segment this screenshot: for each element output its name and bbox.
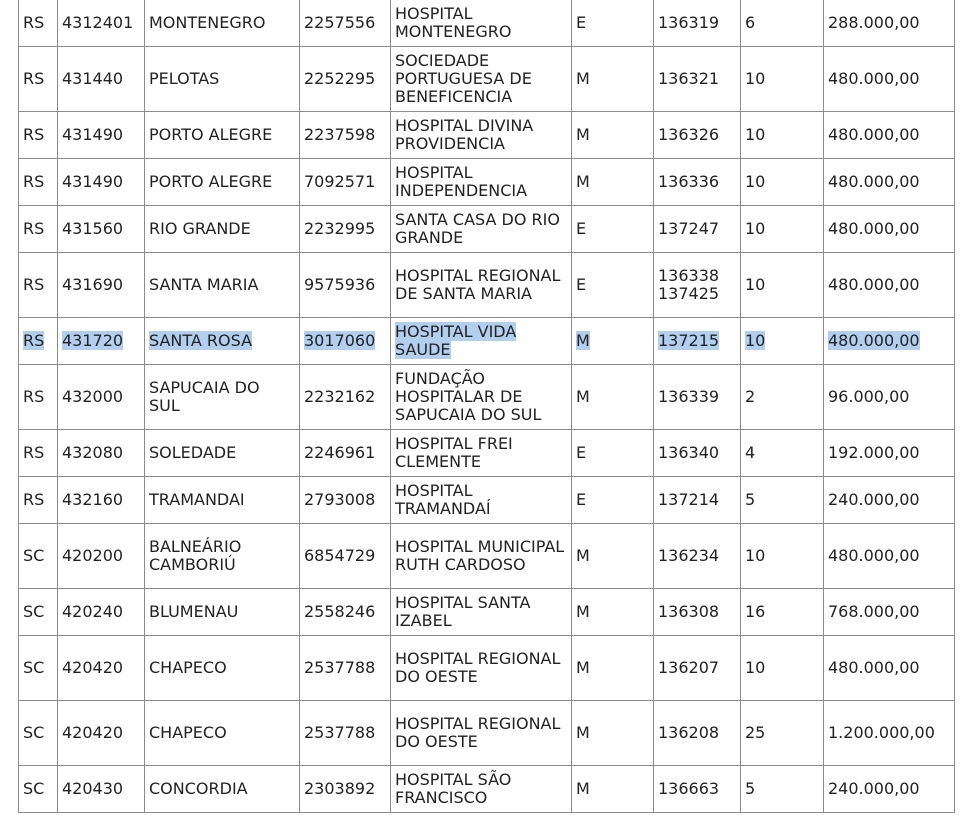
cnes-cell — [300, 112, 391, 159]
management-cell — [572, 701, 654, 766]
municipality-cell — [145, 766, 300, 813]
ibge-code-cell-text: 431690 — [62, 275, 124, 294]
table-row — [19, 636, 955, 701]
uf-cell-text: RS — [23, 219, 45, 238]
proposal-cell — [654, 159, 741, 206]
value-cell-text: 768.000,00 — [828, 602, 920, 621]
cnes-cell — [300, 589, 391, 636]
establishment-cell — [391, 766, 572, 813]
ibge-code-cell-text: 431490 — [62, 172, 124, 191]
value-cell — [824, 524, 955, 589]
table-row — [19, 253, 955, 318]
table-row — [19, 47, 955, 112]
municipality-cell-text: BLUMENAU — [149, 602, 239, 621]
cnes-cell-text: 2303892 — [304, 779, 376, 798]
cnes-cell — [300, 365, 391, 430]
value-cell-text: 480.000,00 — [828, 172, 920, 191]
value-cell-text: 240.000,00 — [828, 779, 920, 798]
municipality-cell — [145, 477, 300, 524]
beds-cell — [741, 701, 824, 766]
table-row — [19, 206, 955, 253]
ibge-code-cell-text: 420430 — [62, 779, 124, 798]
municipality-cell-text: TRAMANDAI — [149, 490, 245, 509]
proposal-cell-text: 137247 — [658, 219, 720, 238]
ibge-code-cell-text: 431560 — [62, 219, 124, 238]
management-cell — [572, 766, 654, 813]
uf-cell — [19, 253, 58, 318]
uf-cell-text: SC — [23, 658, 45, 677]
ibge-code-cell — [58, 159, 145, 206]
uf-cell-text: RS — [23, 331, 45, 350]
establishment-cell-text: FUNDAÇÃO HOSPITALAR DE SAPUCAIA DO SUL — [395, 369, 542, 424]
municipality-cell — [145, 430, 300, 477]
uf-cell — [19, 159, 58, 206]
cnes-cell — [300, 524, 391, 589]
uf-cell-text: RS — [23, 125, 45, 144]
uf-cell — [19, 636, 58, 701]
management-cell-text: M — [576, 125, 590, 144]
establishment-cell-text: HOSPITAL TRAMANDAÍ — [395, 481, 491, 518]
value-cell-text: 288.000,00 — [828, 13, 920, 32]
uf-cell — [19, 206, 58, 253]
ibge-code-cell — [58, 253, 145, 318]
cnes-cell-text: 9575936 — [304, 275, 376, 294]
proposal-cell — [654, 636, 741, 701]
establishment-cell-text: HOSPITAL INDEPENDENCIA — [395, 163, 528, 200]
establishment-cell — [391, 365, 572, 430]
proposal-cell — [654, 365, 741, 430]
management-cell-text: E — [576, 275, 587, 294]
municipality-cell-text: PORTO ALEGRE — [149, 125, 273, 144]
proposal-cell-text: 136339 — [658, 387, 720, 406]
ibge-code-cell-text: 420200 — [62, 546, 124, 565]
management-cell — [572, 47, 654, 112]
beds-cell — [741, 365, 824, 430]
hospital-beds-table — [18, 0, 955, 813]
cnes-cell-text: 2537788 — [304, 723, 376, 742]
value-cell — [824, 47, 955, 112]
beds-cell-text: 10 — [745, 546, 766, 565]
ibge-code-cell — [58, 206, 145, 253]
ibge-code-cell — [58, 524, 145, 589]
proposal-cell — [654, 524, 741, 589]
municipality-cell — [145, 524, 300, 589]
municipality-cell — [145, 365, 300, 430]
establishment-cell — [391, 253, 572, 318]
beds-cell — [741, 253, 824, 318]
establishment-cell-text: HOSPITAL REGIONAL DO OESTE — [395, 649, 561, 686]
proposal-cell — [654, 206, 741, 253]
management-cell — [572, 318, 654, 365]
municipality-cell-text: RIO GRANDE — [149, 219, 251, 238]
cnes-cell — [300, 206, 391, 253]
management-cell-text: E — [576, 443, 587, 462]
uf-cell — [19, 701, 58, 766]
ibge-code-cell — [58, 589, 145, 636]
beds-cell — [741, 0, 824, 47]
ibge-code-cell — [58, 47, 145, 112]
proposal-cell-text: 136338 137425 — [658, 266, 720, 303]
municipality-cell — [145, 701, 300, 766]
value-cell-text: 480.000,00 — [828, 331, 920, 350]
management-cell-text: M — [576, 331, 590, 350]
cnes-cell-text: 3017060 — [304, 331, 376, 350]
establishment-cell-text: HOSPITAL MUNICIPAL RUTH CARDOSO — [395, 537, 565, 574]
proposal-cell-text: 136319 — [658, 13, 720, 32]
cnes-cell-text: 2558246 — [304, 602, 376, 621]
cnes-cell — [300, 253, 391, 318]
uf-cell-text: RS — [23, 172, 45, 191]
beds-cell-text: 10 — [745, 219, 766, 238]
table-row — [19, 0, 955, 47]
establishment-cell-text: HOSPITAL VIDA SAUDE — [395, 322, 517, 359]
table-container — [18, 0, 955, 813]
management-cell-text: M — [576, 387, 590, 406]
table-body — [19, 0, 955, 813]
management-cell-text: M — [576, 69, 590, 88]
beds-cell-text: 4 — [745, 443, 756, 462]
establishment-cell — [391, 0, 572, 47]
value-cell — [824, 159, 955, 206]
municipality-cell-text: MONTENEGRO — [149, 13, 266, 32]
table-row — [19, 524, 955, 589]
municipality-cell-text: SAPUCAIA DO SUL — [149, 378, 260, 415]
establishment-cell — [391, 159, 572, 206]
cnes-cell-text: 2246961 — [304, 443, 376, 462]
cnes-cell — [300, 430, 391, 477]
ibge-code-cell — [58, 477, 145, 524]
municipality-cell — [145, 318, 300, 365]
management-cell — [572, 589, 654, 636]
establishment-cell — [391, 589, 572, 636]
municipality-cell — [145, 589, 300, 636]
value-cell — [824, 206, 955, 253]
municipality-cell-text: PELOTAS — [149, 69, 220, 88]
ibge-code-cell-text: 431720 — [62, 331, 124, 350]
value-cell-text: 480.000,00 — [828, 658, 920, 677]
value-cell — [824, 318, 955, 365]
table-row — [19, 318, 955, 365]
establishment-cell — [391, 47, 572, 112]
value-cell-text: 1.200.000,00 — [828, 723, 935, 742]
ibge-code-cell-text: 432160 — [62, 490, 124, 509]
municipality-cell-text: SANTA MARIA — [149, 275, 259, 294]
uf-cell-text: RS — [23, 490, 45, 509]
municipality-cell-text: CONCORDIA — [149, 779, 248, 798]
establishment-cell-text: SANTA CASA DO RIO GRANDE — [395, 210, 560, 247]
municipality-cell-text: SANTA ROSA — [149, 331, 253, 350]
proposal-cell — [654, 47, 741, 112]
beds-cell-text: 10 — [745, 275, 766, 294]
uf-cell-text: RS — [23, 387, 45, 406]
value-cell-text: 96.000,00 — [828, 387, 910, 406]
municipality-cell-text: CHAPECO — [149, 723, 227, 742]
proposal-cell-text: 136326 — [658, 125, 720, 144]
municipality-cell — [145, 159, 300, 206]
beds-cell-text: 25 — [745, 723, 766, 742]
uf-cell — [19, 365, 58, 430]
municipality-cell — [145, 206, 300, 253]
proposal-cell-text: 136663 — [658, 779, 720, 798]
beds-cell — [741, 159, 824, 206]
ibge-code-cell — [58, 365, 145, 430]
municipality-cell — [145, 253, 300, 318]
management-cell — [572, 477, 654, 524]
cnes-cell — [300, 0, 391, 47]
cnes-cell — [300, 636, 391, 701]
value-cell-text: 480.000,00 — [828, 275, 920, 294]
municipality-cell — [145, 112, 300, 159]
ibge-code-cell-text: 432000 — [62, 387, 124, 406]
value-cell-text: 480.000,00 — [828, 125, 920, 144]
ibge-code-cell-text: 4312401 — [62, 13, 134, 32]
cnes-cell-text: 2257556 — [304, 13, 376, 32]
beds-cell-text: 5 — [745, 490, 756, 509]
uf-cell — [19, 477, 58, 524]
beds-cell — [741, 206, 824, 253]
uf-cell — [19, 524, 58, 589]
management-cell — [572, 112, 654, 159]
proposal-cell-text: 137215 — [658, 331, 720, 350]
establishment-cell — [391, 636, 572, 701]
value-cell — [824, 430, 955, 477]
table-row — [19, 430, 955, 477]
beds-cell — [741, 112, 824, 159]
value-cell — [824, 477, 955, 524]
establishment-cell-text: HOSPITAL DIVINA PROVIDENCIA — [395, 116, 534, 153]
management-cell — [572, 636, 654, 701]
cnes-cell-text: 2232162 — [304, 387, 376, 406]
value-cell — [824, 112, 955, 159]
ibge-code-cell — [58, 430, 145, 477]
proposal-cell-text: 137214 — [658, 490, 720, 509]
uf-cell-text: RS — [23, 443, 45, 462]
management-cell — [572, 524, 654, 589]
proposal-cell — [654, 766, 741, 813]
proposal-cell-text: 136321 — [658, 69, 720, 88]
value-cell-text: 480.000,00 — [828, 69, 920, 88]
uf-cell — [19, 430, 58, 477]
establishment-cell-text: HOSPITAL SANTA IZABEL — [395, 593, 531, 630]
uf-cell — [19, 112, 58, 159]
value-cell-text: 480.000,00 — [828, 219, 920, 238]
management-cell-text: E — [576, 219, 587, 238]
cnes-cell-text: 2793008 — [304, 490, 376, 509]
uf-cell-text: SC — [23, 602, 45, 621]
value-cell-text: 240.000,00 — [828, 490, 920, 509]
cnes-cell-text: 2252295 — [304, 69, 376, 88]
ibge-code-cell-text: 420240 — [62, 602, 124, 621]
management-cell — [572, 206, 654, 253]
proposal-cell-text: 136234 — [658, 546, 720, 565]
beds-cell-text: 10 — [745, 331, 766, 350]
management-cell-text: M — [576, 602, 590, 621]
cnes-cell-text: 2537788 — [304, 658, 376, 677]
establishment-cell — [391, 206, 572, 253]
establishment-cell — [391, 701, 572, 766]
ibge-code-cell — [58, 0, 145, 47]
beds-cell-text: 5 — [745, 779, 756, 798]
beds-cell-text: 6 — [745, 13, 756, 32]
proposal-cell-text: 136340 — [658, 443, 720, 462]
establishment-cell — [391, 430, 572, 477]
beds-cell — [741, 47, 824, 112]
management-cell-text: M — [576, 172, 590, 191]
proposal-cell — [654, 477, 741, 524]
municipality-cell-text: CHAPECO — [149, 658, 227, 677]
table-row — [19, 589, 955, 636]
value-cell — [824, 636, 955, 701]
uf-cell — [19, 766, 58, 813]
proposal-cell-text: 136308 — [658, 602, 720, 621]
establishment-cell-text: HOSPITAL REGIONAL DO OESTE — [395, 714, 561, 751]
cnes-cell — [300, 47, 391, 112]
cnes-cell-text: 2237598 — [304, 125, 376, 144]
municipality-cell-text: PORTO ALEGRE — [149, 172, 273, 191]
establishment-cell — [391, 524, 572, 589]
proposal-cell — [654, 318, 741, 365]
uf-cell-text: RS — [23, 275, 45, 294]
beds-cell — [741, 477, 824, 524]
ibge-code-cell-text: 420420 — [62, 723, 124, 742]
uf-cell-text: SC — [23, 779, 45, 798]
uf-cell — [19, 589, 58, 636]
cnes-cell — [300, 701, 391, 766]
value-cell-text: 192.000,00 — [828, 443, 920, 462]
beds-cell-text: 2 — [745, 387, 756, 406]
management-cell — [572, 430, 654, 477]
value-cell — [824, 701, 955, 766]
beds-cell-text: 10 — [745, 658, 766, 677]
management-cell — [572, 365, 654, 430]
establishment-cell-text: HOSPITAL SÃO FRANCISCO — [395, 770, 512, 807]
municipality-cell — [145, 47, 300, 112]
uf-cell-text: RS — [23, 13, 45, 32]
cnes-cell — [300, 318, 391, 365]
beds-cell-text: 10 — [745, 69, 766, 88]
beds-cell — [741, 636, 824, 701]
value-cell — [824, 589, 955, 636]
uf-cell-text: SC — [23, 723, 45, 742]
value-cell — [824, 766, 955, 813]
table-row — [19, 365, 955, 430]
beds-cell — [741, 524, 824, 589]
uf-cell — [19, 318, 58, 365]
uf-cell — [19, 0, 58, 47]
management-cell-text: E — [576, 13, 587, 32]
management-cell — [572, 159, 654, 206]
proposal-cell-text: 136208 — [658, 723, 720, 742]
municipality-cell-text: BALNEÁRIO CAMBORIÚ — [149, 537, 242, 574]
value-cell — [824, 0, 955, 47]
establishment-cell — [391, 477, 572, 524]
uf-cell — [19, 47, 58, 112]
value-cell-text: 480.000,00 — [828, 546, 920, 565]
proposal-cell — [654, 112, 741, 159]
management-cell-text: M — [576, 546, 590, 565]
beds-cell-text: 16 — [745, 602, 766, 621]
cnes-cell-text: 6854729 — [304, 546, 376, 565]
management-cell-text: M — [576, 723, 590, 742]
establishment-cell-text: HOSPITAL FREI CLEMENTE — [395, 434, 513, 471]
uf-cell-text: RS — [23, 69, 45, 88]
municipality-cell — [145, 636, 300, 701]
uf-cell-text: SC — [23, 546, 45, 565]
establishment-cell-text: HOSPITAL MONTENEGRO — [395, 4, 512, 41]
beds-cell-text: 10 — [745, 172, 766, 191]
proposal-cell — [654, 0, 741, 47]
cnes-cell — [300, 477, 391, 524]
beds-cell — [741, 318, 824, 365]
ibge-code-cell-text: 431440 — [62, 69, 124, 88]
management-cell — [572, 253, 654, 318]
value-cell — [824, 365, 955, 430]
beds-cell — [741, 766, 824, 813]
beds-cell-text: 10 — [745, 125, 766, 144]
management-cell-text: M — [576, 658, 590, 677]
management-cell — [572, 0, 654, 47]
cnes-cell — [300, 766, 391, 813]
municipality-cell — [145, 0, 300, 47]
beds-cell — [741, 430, 824, 477]
table-row — [19, 766, 955, 813]
proposal-cell — [654, 430, 741, 477]
proposal-cell-text: 136207 — [658, 658, 720, 677]
ibge-code-cell — [58, 701, 145, 766]
proposal-cell — [654, 701, 741, 766]
municipality-cell-text: SOLEDADE — [149, 443, 237, 462]
table-row — [19, 701, 955, 766]
ibge-code-cell-text: 431490 — [62, 125, 124, 144]
ibge-code-cell-text: 432080 — [62, 443, 124, 462]
cnes-cell-text: 7092571 — [304, 172, 376, 191]
ibge-code-cell — [58, 636, 145, 701]
beds-cell — [741, 589, 824, 636]
establishment-cell — [391, 318, 572, 365]
value-cell — [824, 253, 955, 318]
establishment-cell-text: SOCIEDADE PORTUGUESA DE BENEFICENCIA — [395, 51, 532, 106]
table-row — [19, 159, 955, 206]
management-cell-text: M — [576, 779, 590, 798]
ibge-code-cell-text: 420420 — [62, 658, 124, 677]
proposal-cell — [654, 253, 741, 318]
ibge-code-cell — [58, 112, 145, 159]
proposal-cell-text: 136336 — [658, 172, 720, 191]
establishment-cell-text: HOSPITAL REGIONAL DE SANTA MARIA — [395, 266, 561, 303]
table-row — [19, 477, 955, 524]
ibge-code-cell — [58, 766, 145, 813]
table-row — [19, 112, 955, 159]
establishment-cell — [391, 112, 572, 159]
ibge-code-cell — [58, 318, 145, 365]
proposal-cell — [654, 589, 741, 636]
cnes-cell — [300, 159, 391, 206]
cnes-cell-text: 2232995 — [304, 219, 376, 238]
management-cell-text: E — [576, 490, 587, 509]
